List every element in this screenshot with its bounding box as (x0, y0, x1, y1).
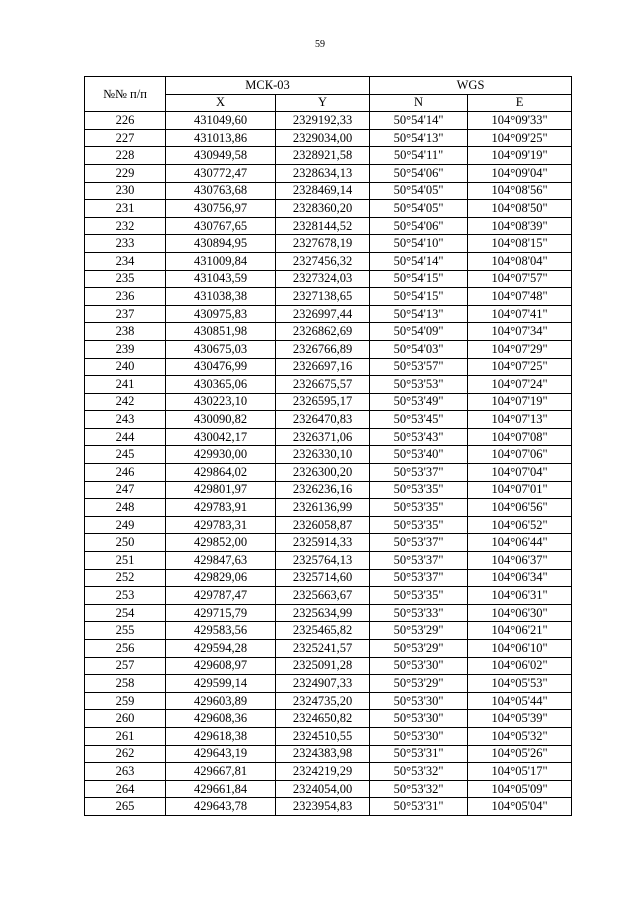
point-number-cell: 265 (85, 798, 166, 816)
table-row (85, 622, 572, 640)
latitude-cell: 50°53'29" (370, 675, 468, 693)
x-coordinate-cell: 429643,78 (166, 798, 276, 816)
latitude-cell: 50°53'31" (370, 798, 468, 816)
x-coordinate-cell: 429783,91 (166, 499, 276, 517)
point-number-cell: 230 (85, 182, 166, 200)
table-row (85, 692, 572, 710)
table-row (85, 235, 572, 253)
point-number-cell: 237 (85, 305, 166, 323)
latitude-cell: 50°53'45" (370, 411, 468, 429)
point-number-cell: 255 (85, 622, 166, 640)
y-coordinate-cell: 2326997,44 (276, 305, 370, 323)
y-coordinate-cell: 2324650,82 (276, 710, 370, 728)
x-coordinate-cell: 429643,19 (166, 745, 276, 763)
y-coordinate-cell: 2325714,60 (276, 569, 370, 587)
longitude-cell: 104°05'04" (468, 798, 572, 816)
y-coordinate-cell: 2329034,00 (276, 129, 370, 147)
longitude-cell: 104°09'19" (468, 147, 572, 165)
latitude-cell: 50°53'57" (370, 358, 468, 376)
longitude-cell: 104°08'15" (468, 235, 572, 253)
point-number-cell: 245 (85, 446, 166, 464)
longitude-cell: 104°05'17" (468, 763, 572, 781)
point-number-cell: 243 (85, 411, 166, 429)
point-number-cell: 241 (85, 376, 166, 394)
longitude-cell: 104°06'52" (468, 516, 572, 534)
header-point-number: №№ п/п (85, 77, 166, 112)
table-row (85, 358, 572, 376)
point-number-cell: 238 (85, 323, 166, 341)
x-coordinate-cell: 430476,99 (166, 358, 276, 376)
point-number-cell: 236 (85, 288, 166, 306)
longitude-cell: 104°06'02" (468, 657, 572, 675)
point-number-cell: 263 (85, 763, 166, 781)
x-coordinate-cell: 431009,84 (166, 252, 276, 270)
point-number-cell: 250 (85, 534, 166, 552)
longitude-cell: 104°07'57" (468, 270, 572, 288)
x-coordinate-cell: 429667,81 (166, 763, 276, 781)
longitude-cell: 104°06'37" (468, 552, 572, 570)
x-coordinate-cell: 430894,95 (166, 235, 276, 253)
table-body (85, 112, 572, 816)
y-coordinate-cell: 2327456,32 (276, 252, 370, 270)
y-coordinate-cell: 2326862,69 (276, 323, 370, 341)
y-coordinate-cell: 2325914,33 (276, 534, 370, 552)
point-number-cell: 233 (85, 235, 166, 253)
x-coordinate-cell: 431049,60 (166, 112, 276, 130)
latitude-cell: 50°53'40" (370, 446, 468, 464)
latitude-cell: 50°53'33" (370, 604, 468, 622)
longitude-cell: 104°09'25" (468, 129, 572, 147)
latitude-cell: 50°54'03" (370, 340, 468, 358)
y-coordinate-cell: 2324383,98 (276, 745, 370, 763)
longitude-cell: 104°06'34" (468, 569, 572, 587)
y-coordinate-cell: 2328360,20 (276, 200, 370, 218)
x-coordinate-cell: 429783,31 (166, 516, 276, 534)
point-number-cell: 240 (85, 358, 166, 376)
longitude-cell: 104°07'13" (468, 411, 572, 429)
point-number-cell: 258 (85, 675, 166, 693)
table-row (85, 516, 572, 534)
point-number-cell: 257 (85, 657, 166, 675)
point-number-cell: 264 (85, 780, 166, 798)
header-wgs: WGS (370, 77, 572, 95)
table-row (85, 481, 572, 499)
latitude-cell: 50°53'29" (370, 622, 468, 640)
table-header (85, 77, 572, 112)
longitude-cell: 104°07'24" (468, 376, 572, 394)
header-n: N (370, 94, 468, 112)
longitude-cell: 104°05'53" (468, 675, 572, 693)
longitude-cell: 104°07'41" (468, 305, 572, 323)
longitude-cell: 104°05'32" (468, 727, 572, 745)
table-row (85, 763, 572, 781)
longitude-cell: 104°06'30" (468, 604, 572, 622)
longitude-cell: 104°07'29" (468, 340, 572, 358)
latitude-cell: 50°53'35" (370, 499, 468, 517)
latitude-cell: 50°53'31" (370, 745, 468, 763)
table-row (85, 446, 572, 464)
x-coordinate-cell: 429930,00 (166, 446, 276, 464)
point-number-cell: 235 (85, 270, 166, 288)
table-row (85, 428, 572, 446)
latitude-cell: 50°54'05" (370, 182, 468, 200)
longitude-cell: 104°08'56" (468, 182, 572, 200)
point-number-cell: 246 (85, 464, 166, 482)
header-msk03: МСК-03 (166, 77, 370, 95)
longitude-cell: 104°06'44" (468, 534, 572, 552)
latitude-cell: 50°53'35" (370, 516, 468, 534)
table-row (85, 323, 572, 341)
point-number-cell: 226 (85, 112, 166, 130)
longitude-cell: 104°07'08" (468, 428, 572, 446)
table-row (85, 217, 572, 235)
x-coordinate-cell: 431038,38 (166, 288, 276, 306)
point-number-cell: 261 (85, 727, 166, 745)
table-row (85, 604, 572, 622)
table-row (85, 657, 572, 675)
table-row (85, 252, 572, 270)
table-row (85, 727, 572, 745)
table-row (85, 552, 572, 570)
x-coordinate-cell: 430090,82 (166, 411, 276, 429)
latitude-cell: 50°54'05" (370, 200, 468, 218)
longitude-cell: 104°09'04" (468, 164, 572, 182)
x-coordinate-cell: 430223,10 (166, 393, 276, 411)
latitude-cell: 50°53'35" (370, 587, 468, 605)
x-coordinate-cell: 429583,56 (166, 622, 276, 640)
table-row (85, 270, 572, 288)
y-coordinate-cell: 2328921,58 (276, 147, 370, 165)
x-coordinate-cell: 429801,97 (166, 481, 276, 499)
y-coordinate-cell: 2327678,19 (276, 235, 370, 253)
table-row (85, 640, 572, 658)
y-coordinate-cell: 2324054,00 (276, 780, 370, 798)
x-coordinate-cell: 430975,83 (166, 305, 276, 323)
x-coordinate-cell: 429618,38 (166, 727, 276, 745)
longitude-cell: 104°08'39" (468, 217, 572, 235)
table-row (85, 534, 572, 552)
table-row (85, 745, 572, 763)
x-coordinate-cell: 429852,00 (166, 534, 276, 552)
table-row (85, 182, 572, 200)
longitude-cell: 104°08'50" (468, 200, 572, 218)
latitude-cell: 50°53'37" (370, 552, 468, 570)
x-coordinate-cell: 430042,17 (166, 428, 276, 446)
x-coordinate-cell: 429594,28 (166, 640, 276, 658)
latitude-cell: 50°53'49" (370, 393, 468, 411)
x-coordinate-cell: 429847,63 (166, 552, 276, 570)
y-coordinate-cell: 2325634,99 (276, 604, 370, 622)
header-x: X (166, 94, 276, 112)
y-coordinate-cell: 2326136,99 (276, 499, 370, 517)
point-number-cell: 259 (85, 692, 166, 710)
y-coordinate-cell: 2327138,65 (276, 288, 370, 306)
latitude-cell: 50°53'53" (370, 376, 468, 394)
table-row (85, 464, 572, 482)
y-coordinate-cell: 2326595,17 (276, 393, 370, 411)
latitude-cell: 50°54'06" (370, 217, 468, 235)
y-coordinate-cell: 2326470,83 (276, 411, 370, 429)
point-number-cell: 244 (85, 428, 166, 446)
point-number-cell: 260 (85, 710, 166, 728)
point-number-cell: 242 (85, 393, 166, 411)
x-coordinate-cell: 429787,47 (166, 587, 276, 605)
latitude-cell: 50°53'30" (370, 710, 468, 728)
longitude-cell: 104°07'25" (468, 358, 572, 376)
longitude-cell: 104°07'04" (468, 464, 572, 482)
point-number-cell: 239 (85, 340, 166, 358)
y-coordinate-cell: 2326371,06 (276, 428, 370, 446)
y-coordinate-cell: 2328469,14 (276, 182, 370, 200)
table-row (85, 340, 572, 358)
longitude-cell: 104°05'09" (468, 780, 572, 798)
longitude-cell: 104°07'06" (468, 446, 572, 464)
point-number-cell: 231 (85, 200, 166, 218)
point-number-cell: 234 (85, 252, 166, 270)
longitude-cell: 104°06'21" (468, 622, 572, 640)
longitude-cell: 104°07'48" (468, 288, 572, 306)
x-coordinate-cell: 429599,14 (166, 675, 276, 693)
y-coordinate-cell: 2326330,10 (276, 446, 370, 464)
latitude-cell: 50°54'10" (370, 235, 468, 253)
header-e: E (468, 94, 572, 112)
point-number-cell: 228 (85, 147, 166, 165)
x-coordinate-cell: 429715,79 (166, 604, 276, 622)
longitude-cell: 104°05'26" (468, 745, 572, 763)
y-coordinate-cell: 2326300,20 (276, 464, 370, 482)
y-coordinate-cell: 2326675,57 (276, 376, 370, 394)
table-row (85, 411, 572, 429)
latitude-cell: 50°54'09" (370, 323, 468, 341)
table-row (85, 147, 572, 165)
x-coordinate-cell: 430675,03 (166, 340, 276, 358)
latitude-cell: 50°54'14" (370, 112, 468, 130)
x-coordinate-cell: 430763,68 (166, 182, 276, 200)
latitude-cell: 50°53'32" (370, 763, 468, 781)
x-coordinate-cell: 429864,02 (166, 464, 276, 482)
table-row (85, 499, 572, 517)
header-y: Y (276, 94, 370, 112)
x-coordinate-cell: 430756,97 (166, 200, 276, 218)
y-coordinate-cell: 2324907,33 (276, 675, 370, 693)
table-row (85, 288, 572, 306)
y-coordinate-cell: 2326697,16 (276, 358, 370, 376)
y-coordinate-cell: 2325091,28 (276, 657, 370, 675)
table-row (85, 164, 572, 182)
y-coordinate-cell: 2325764,13 (276, 552, 370, 570)
x-coordinate-cell: 431043,59 (166, 270, 276, 288)
y-coordinate-cell: 2324510,55 (276, 727, 370, 745)
longitude-cell: 104°09'33" (468, 112, 572, 130)
longitude-cell: 104°07'01" (468, 481, 572, 499)
y-coordinate-cell: 2329192,33 (276, 112, 370, 130)
latitude-cell: 50°54'15" (370, 270, 468, 288)
latitude-cell: 50°53'30" (370, 727, 468, 745)
x-coordinate-cell: 429608,97 (166, 657, 276, 675)
table-row (85, 305, 572, 323)
point-number-cell: 248 (85, 499, 166, 517)
x-coordinate-cell: 429829,06 (166, 569, 276, 587)
latitude-cell: 50°53'32" (370, 780, 468, 798)
longitude-cell: 104°05'39" (468, 710, 572, 728)
table-row (85, 780, 572, 798)
latitude-cell: 50°53'35" (370, 481, 468, 499)
y-coordinate-cell: 2328144,52 (276, 217, 370, 235)
latitude-cell: 50°53'37" (370, 569, 468, 587)
point-number-cell: 251 (85, 552, 166, 570)
table-row (85, 129, 572, 147)
latitude-cell: 50°53'37" (370, 534, 468, 552)
y-coordinate-cell: 2327324,03 (276, 270, 370, 288)
page-number: 59 (315, 39, 325, 50)
y-coordinate-cell: 2325465,82 (276, 622, 370, 640)
point-number-cell: 249 (85, 516, 166, 534)
y-coordinate-cell: 2328634,13 (276, 164, 370, 182)
point-number-cell: 253 (85, 587, 166, 605)
point-number-cell: 232 (85, 217, 166, 235)
table-row (85, 675, 572, 693)
table-row (85, 798, 572, 816)
longitude-cell: 104°07'19" (468, 393, 572, 411)
coordinates-table (84, 76, 572, 816)
point-number-cell: 262 (85, 745, 166, 763)
longitude-cell: 104°06'56" (468, 499, 572, 517)
y-coordinate-cell: 2325241,57 (276, 640, 370, 658)
latitude-cell: 50°53'37" (370, 464, 468, 482)
y-coordinate-cell: 2326236,16 (276, 481, 370, 499)
point-number-cell: 254 (85, 604, 166, 622)
table-row (85, 112, 572, 130)
longitude-cell: 104°08'04" (468, 252, 572, 270)
latitude-cell: 50°53'43" (370, 428, 468, 446)
x-coordinate-cell: 431013,86 (166, 129, 276, 147)
x-coordinate-cell: 430949,58 (166, 147, 276, 165)
latitude-cell: 50°54'11" (370, 147, 468, 165)
table-row (85, 393, 572, 411)
latitude-cell: 50°54'15" (370, 288, 468, 306)
latitude-cell: 50°54'14" (370, 252, 468, 270)
y-coordinate-cell: 2324735,20 (276, 692, 370, 710)
point-number-cell: 247 (85, 481, 166, 499)
longitude-cell: 104°06'10" (468, 640, 572, 658)
latitude-cell: 50°53'30" (370, 692, 468, 710)
y-coordinate-cell: 2324219,29 (276, 763, 370, 781)
table-row (85, 376, 572, 394)
longitude-cell: 104°07'34" (468, 323, 572, 341)
y-coordinate-cell: 2326058,87 (276, 516, 370, 534)
latitude-cell: 50°53'30" (370, 657, 468, 675)
longitude-cell: 104°06'31" (468, 587, 572, 605)
table-row (85, 587, 572, 605)
x-coordinate-cell: 429603,89 (166, 692, 276, 710)
x-coordinate-cell: 430365,06 (166, 376, 276, 394)
latitude-cell: 50°54'06" (370, 164, 468, 182)
longitude-cell: 104°05'44" (468, 692, 572, 710)
x-coordinate-cell: 429608,36 (166, 710, 276, 728)
x-coordinate-cell: 430767,65 (166, 217, 276, 235)
y-coordinate-cell: 2326766,89 (276, 340, 370, 358)
y-coordinate-cell: 2323954,83 (276, 798, 370, 816)
table-row (85, 569, 572, 587)
x-coordinate-cell: 429661,84 (166, 780, 276, 798)
latitude-cell: 50°53'29" (370, 640, 468, 658)
table-row (85, 200, 572, 218)
latitude-cell: 50°54'13" (370, 129, 468, 147)
point-number-cell: 229 (85, 164, 166, 182)
table-row (85, 710, 572, 728)
point-number-cell: 256 (85, 640, 166, 658)
latitude-cell: 50°54'13" (370, 305, 468, 323)
point-number-cell: 227 (85, 129, 166, 147)
x-coordinate-cell: 430772,47 (166, 164, 276, 182)
y-coordinate-cell: 2325663,67 (276, 587, 370, 605)
x-coordinate-cell: 430851,98 (166, 323, 276, 341)
point-number-cell: 252 (85, 569, 166, 587)
